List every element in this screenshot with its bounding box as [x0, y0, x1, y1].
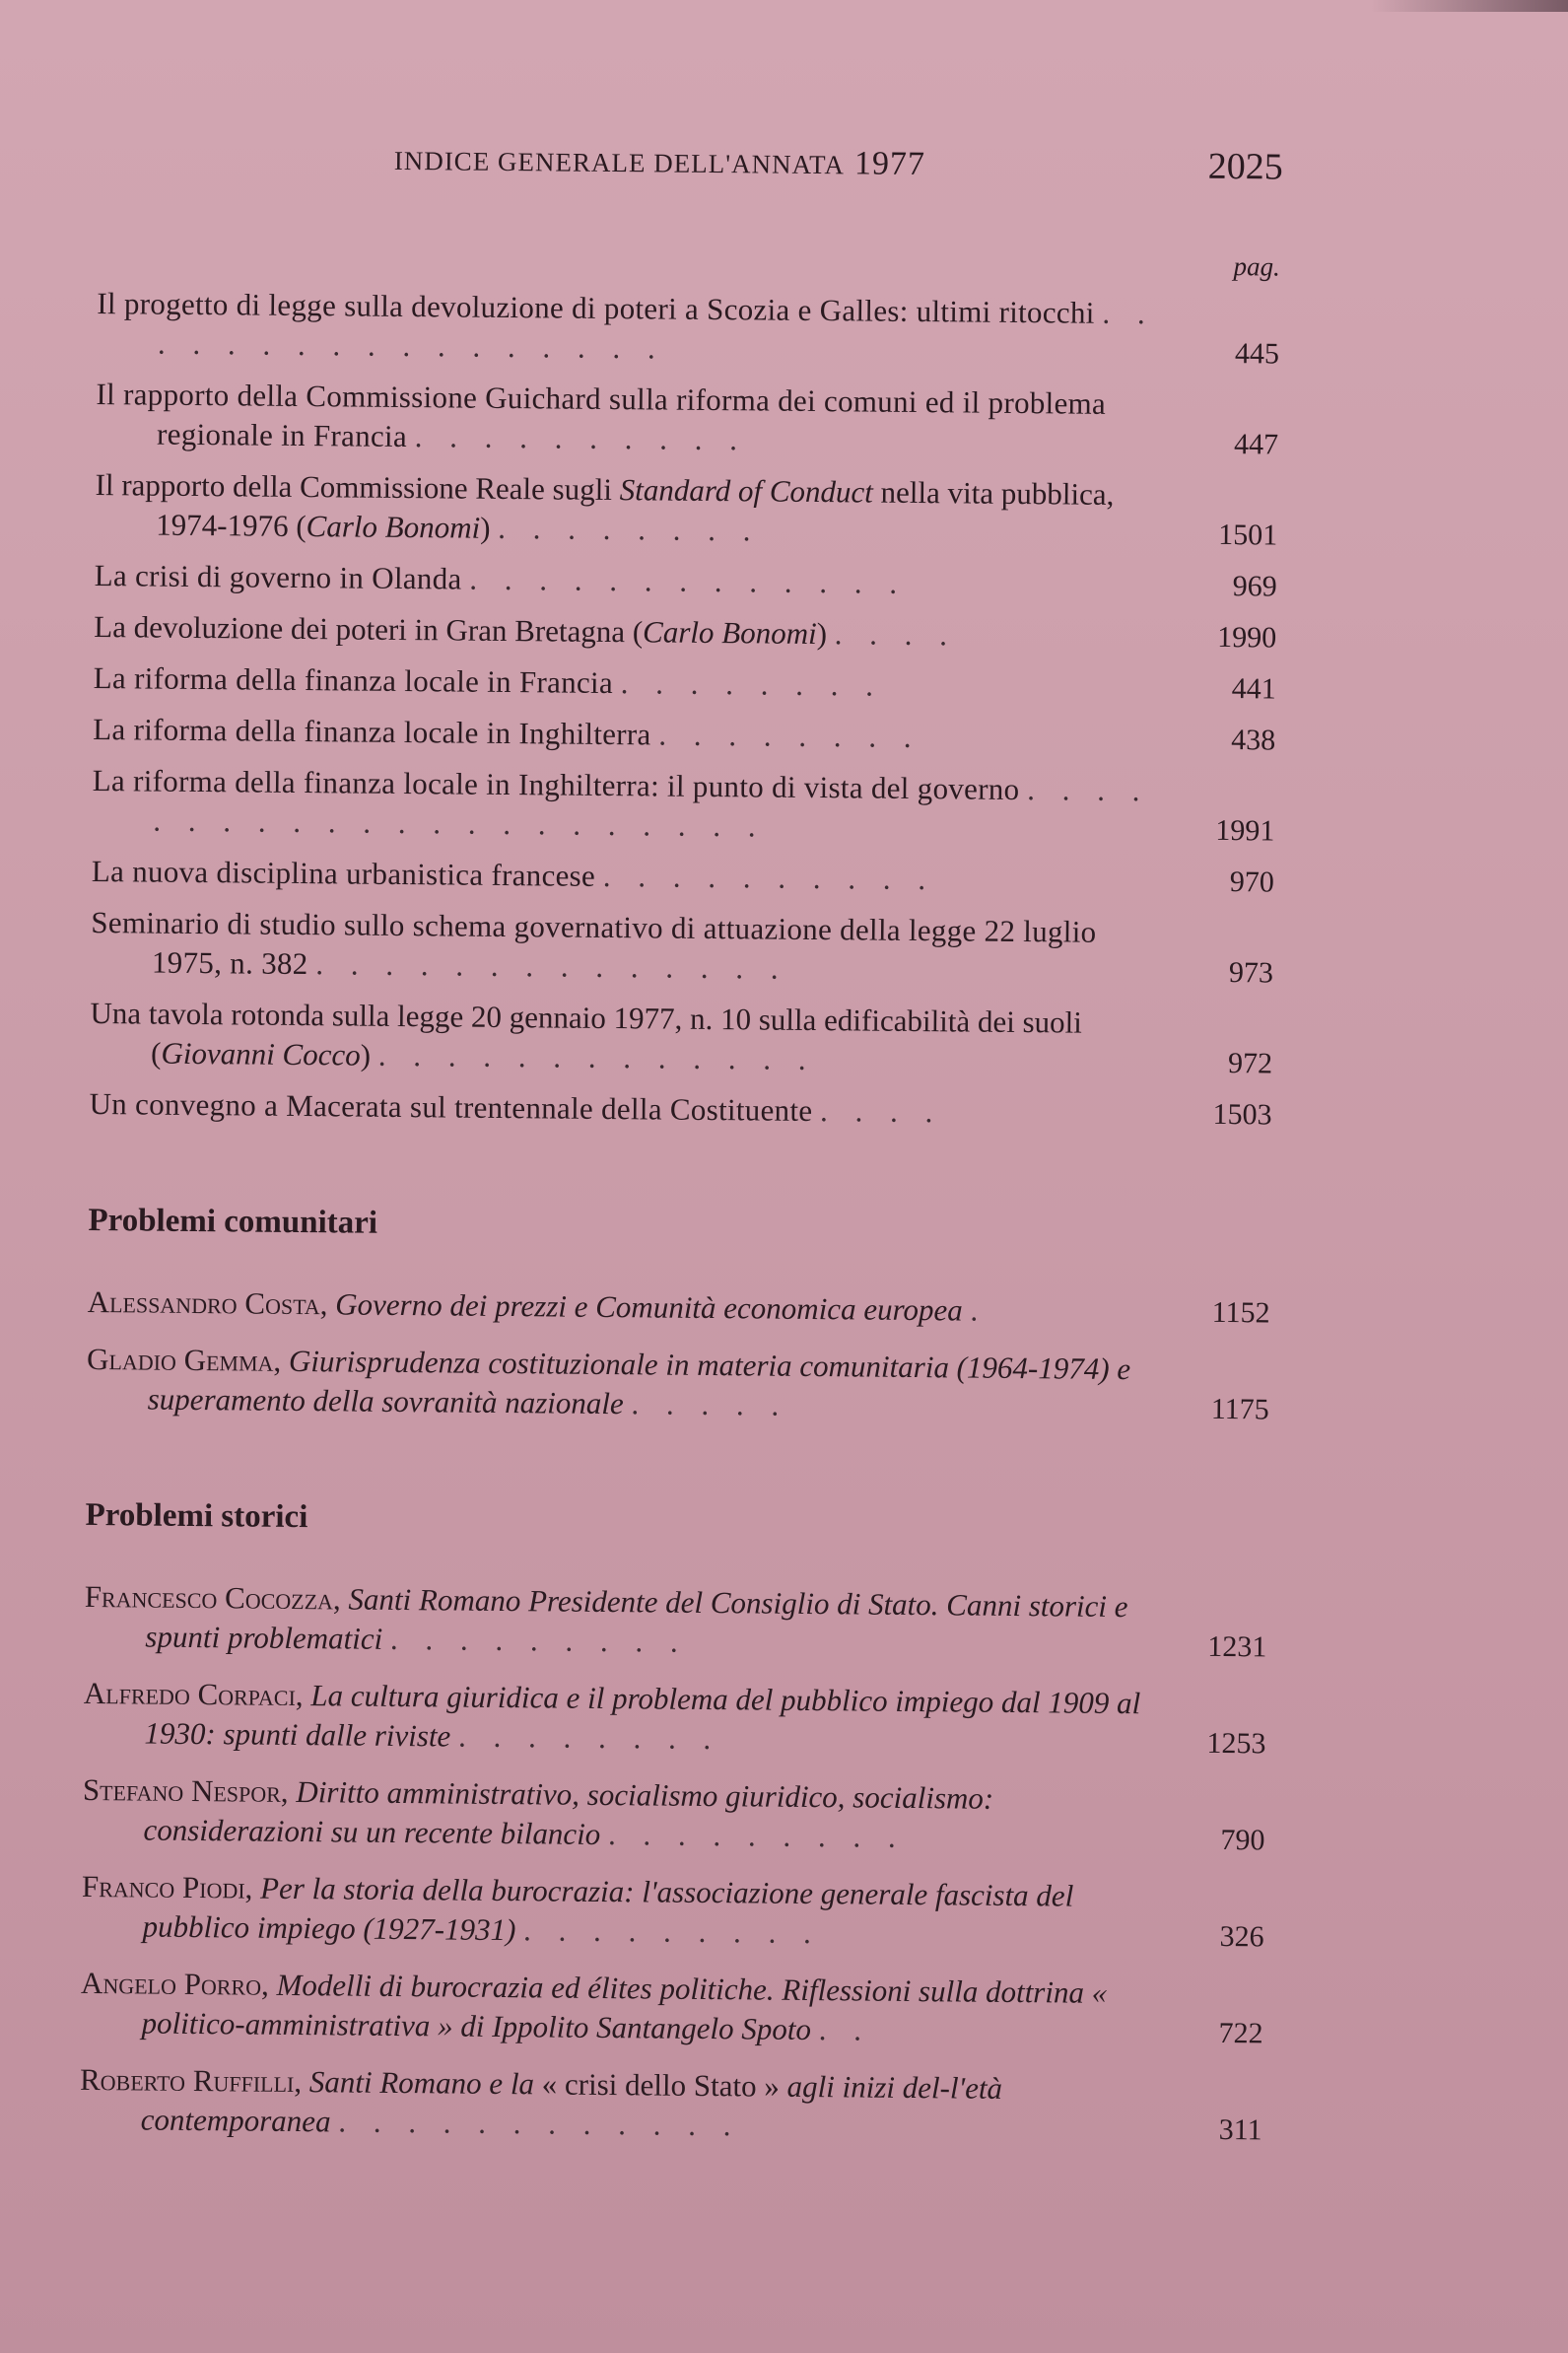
entry-page: 1253: [1206, 1726, 1266, 1761]
entry-page: 722: [1218, 2016, 1263, 2050]
pag-label: pag.: [1233, 251, 1280, 282]
list-item: La riforma della finanza locale in Francia . . . . . . . . 441: [94, 658, 1276, 710]
entry-page: 1991: [1215, 813, 1275, 848]
entry-page: 1152: [1211, 1295, 1270, 1330]
entries-list: [89, 284, 1279, 1135]
entry-page: 1990: [1217, 620, 1277, 655]
list-item: Seminario di studio sullo schema governativo di attuazione della legge 22 luglio 1975, n. 382 . . . . . . . . . . . . . . 973: [91, 903, 1274, 994]
page-header: [98, 138, 1281, 209]
list-item: Un convegno a Macerata sul trentennale della Costituente . . . . 1503: [89, 1084, 1271, 1136]
entry-page: 1175: [1210, 1392, 1269, 1426]
list-item: Il rapporto della Commissione Guichard sulla riforma dei comuni ed il problema regionale in Francia . . . . . . . . . . 447: [96, 375, 1279, 465]
list-item: Gladio Gemma, Giurisprudenza costituzionale in materia comunitaria (1964-1974) e superamento della sovranità nazionale . . . . . 1175: [87, 1340, 1270, 1430]
section-title-storici: Problemi storici: [85, 1496, 308, 1536]
entry-page: 445: [1234, 337, 1280, 371]
list-item: Franco Piodi, Per la storia della burocrazia: l'associazione generale fascista del pubblico impiego (1927-1931) . . . . . . . . . 326: [81, 1867, 1264, 1958]
header-title: [394, 141, 925, 183]
list-item: Alfredo Corpaci, La cultura giuridica e il problema del pubblico impiego dal 1909 al 1930: spunti dalle riviste . . . . . . . . 1253: [83, 1674, 1266, 1765]
entry-page: 969: [1232, 570, 1277, 603]
entry-page: 1503: [1212, 1097, 1272, 1132]
scan-shadow: [1371, 0, 1568, 12]
entry-page: 972: [1227, 1047, 1273, 1080]
list-item: La nuova disciplina urbanistica francese . . . . . . . . . . 970: [92, 852, 1274, 903]
entry-page: 326: [1219, 1920, 1264, 1954]
list-item: Il progetto di legge sulla devoluzione di poteri a Scozia e Galles: ultimi ritocchi . . . . . . . . . . . . . . . . . 445: [97, 284, 1280, 375]
section-title-comunitari: Problemi comunitari: [88, 1202, 378, 1241]
entry-page: 970: [1229, 865, 1274, 899]
comunitari-list: [87, 1282, 1270, 1430]
entry-page: 447: [1233, 428, 1279, 461]
list-item: La riforma della finanza locale in Inghilterra: il punto di vista del governo . . . . . . . . . . . . . . . . . . . . . . 1991: [92, 761, 1275, 852]
header-year: 1977: [853, 145, 926, 183]
list-item: Roberto Ruffilli, Santi Romano e la « crisi dello Stato » agli inizi del-l'età contemporanea . . . . . . . . . . . . 311: [80, 2060, 1263, 2151]
page-number: 2025: [1207, 145, 1283, 188]
storici-list: [80, 1577, 1267, 2150]
entry-page: 441: [1231, 672, 1276, 706]
header-title-text: INDICE GENERALE DELL'ANNATA: [393, 145, 846, 180]
list-item: Una tavola rotonda sulla legge 20 gennaio 1977, n. 10 sulla edificabilità dei suoli (Giovanni Cocco) . . . . . . . . . . . . . 972: [90, 994, 1273, 1084]
entry-page: 973: [1228, 956, 1274, 990]
list-item: Il rapporto della Commissione Reale sugli Standard of Conduct nella vita pubblica, 1974-1976 (Carlo Bonomi) . . . . . . . . 1501: [95, 465, 1278, 556]
entry-page: 1501: [1218, 518, 1278, 552]
list-item: Alessandro Costa, Governo dei prezzi e Comunità economica europea . 1152: [87, 1282, 1269, 1334]
list-item: Francesco Cocozza, Santi Romano Presidente del Consiglio di Stato. Canni storici e spunti problematici . . . . . . . . . 1231: [84, 1577, 1267, 1668]
entry-page: 790: [1220, 1824, 1265, 1857]
list-item: La devoluzione dei poteri in Gran Bretagna (Carlo Bonomi) . . . . 1990: [94, 607, 1276, 658]
entry-page: 311: [1218, 2113, 1262, 2147]
entry-page: 1231: [1207, 1629, 1267, 1664]
list-item: La crisi di governo in Olanda . . . . . . . . . . . . . 969: [95, 556, 1277, 607]
list-item: La riforma della finanza locale in Inghilterra . . . . . . . . 438: [93, 710, 1275, 761]
index-content: [79, 138, 1281, 2168]
list-item: Stefano Nespor, Diritto amministrativo, socialismo giuridico, socialismo: considerazioni su un recente bilancio . . . . . . . . . 790: [82, 1770, 1265, 1861]
entry-page: 438: [1231, 724, 1276, 757]
list-item: Angelo Porro, Modelli di burocrazia ed élites politiche. Riflessioni sulla dottrina « politico-amministrativa » di Ippolito Santangelo Spoto . . 722: [80, 1964, 1263, 2054]
